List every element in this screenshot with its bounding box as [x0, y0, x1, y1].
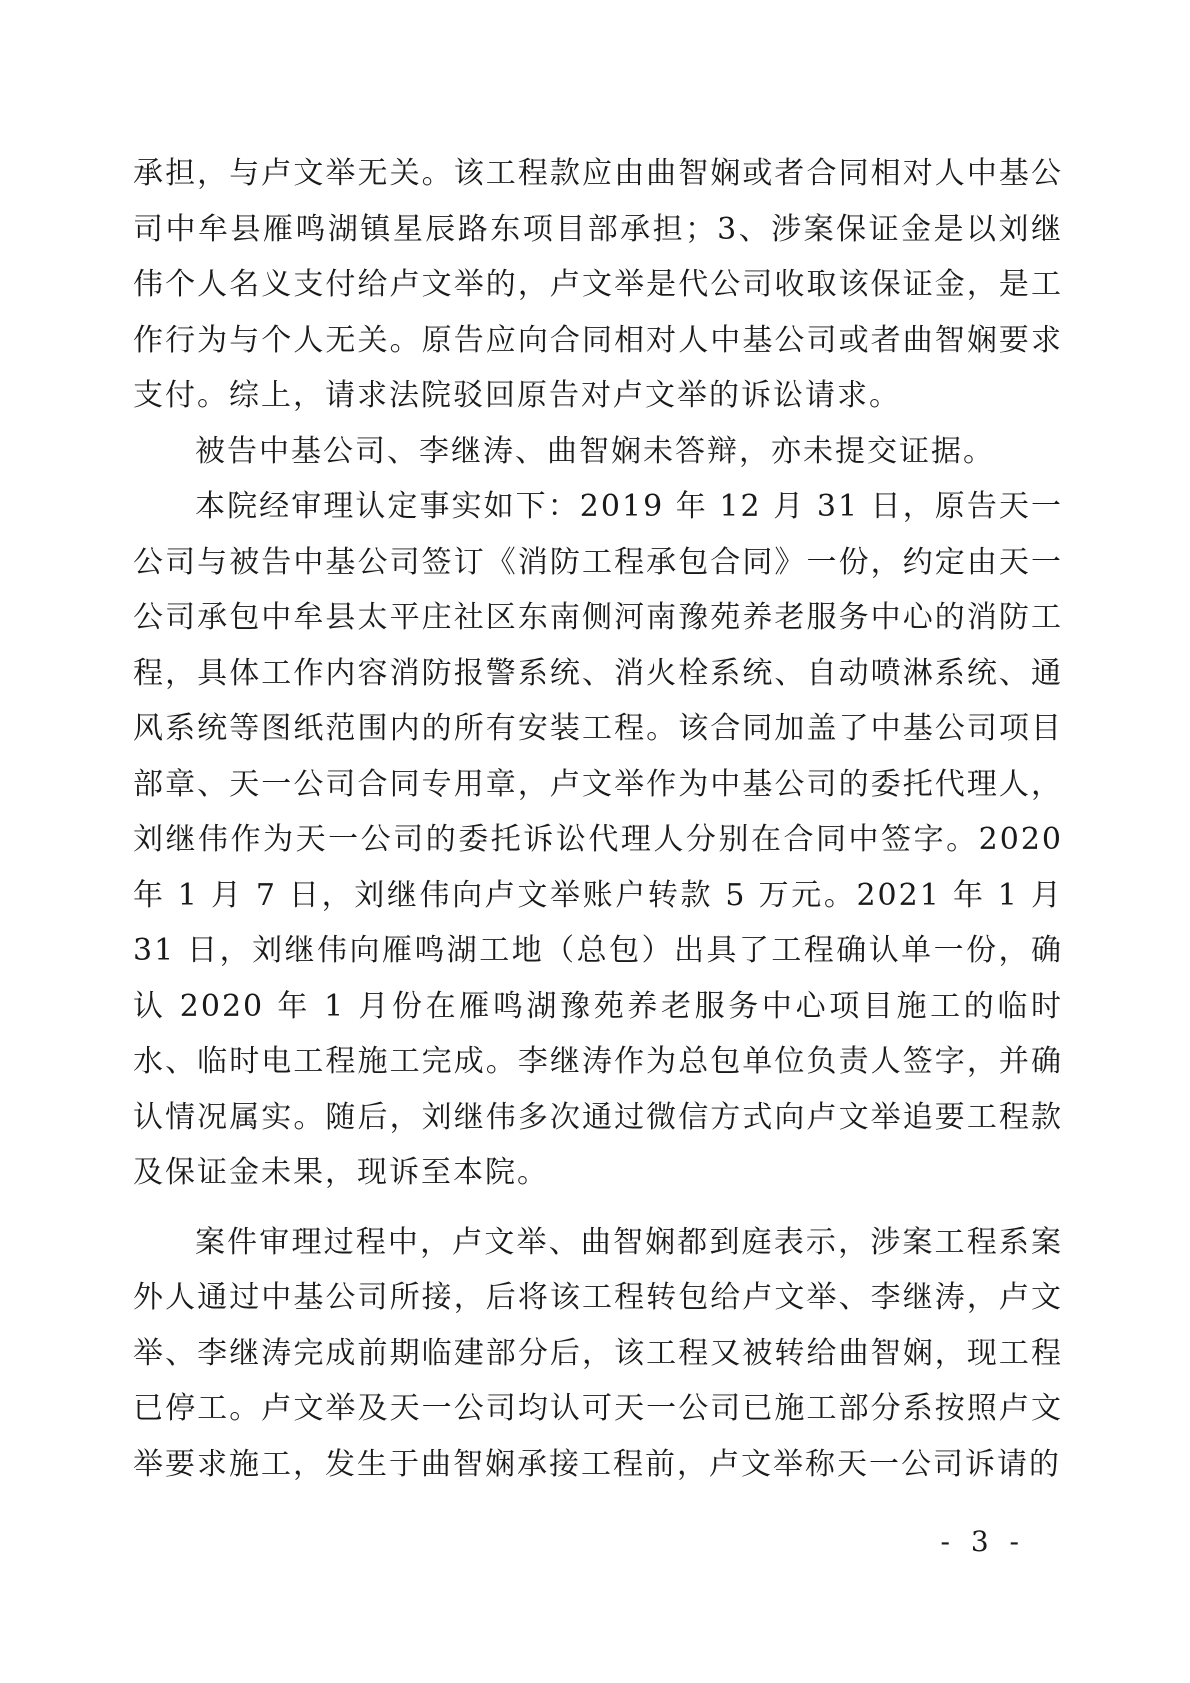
paragraph-continuation: 承担，与卢文举无关。该工程款应由曲智娴或者合同相对人中基公司中牟县雁鸣湖镇星辰路东项目部承担；3、涉案保证金是以刘继伟个人名义支付给卢文举的，卢文举是代公司收取该保证金，是工作行为与个人无关。原告应向合同相对人中基公司或者曲智娴要求支付。综上，请求法院驳回原告对卢文举的诉讼请求。 — [133, 156, 1063, 413]
paragraph-facts-found: 本院经审理认定事实如下：2019 年 12 月 31 日，原告天一公司与被告中基公司签订《消防工程承包合同》一份，约定由天一公司承包中牟县太平庄社区东南侧河南豫苑养老服务中心的消防工程，具体工作内容消防报警系统、消火栓系统、自动喷淋系统、通风系统等图纸范围内的所有安装工程。该合同加盖了中基公司项目部章、天一公司合同专用章，卢文举作为中基公司的委托代理人，刘继伟作为天一公司的委托诉讼代理人分别在合同中签字。2020 年 1 月 7 日，刘继伟向卢文举账户转款 5 万元。2021 年 1 月 31 日，刘继伟向雁鸣湖工地（总包）出具了工程确认单一份，确认 2020 年 1 月份在雁鸣湖豫苑养老服务中心项目施工的临时水、临时电工程施工完成。李继涛作为总包单位负责人签字，并确认情况属实。随后，刘继伟多次通过微信方式向卢文举追要工程款及保证金未果，现诉至本院。 — [133, 489, 1063, 1190]
page-number: - 3 - — [940, 1525, 1025, 1558]
paragraph-trial-process: 案件审理过程中，卢文举、曲智娴都到庭表示，涉案工程系案外人通过中基公司所接，后将该工程转包给卢文举、李继涛，卢文举、李继涛完成前期临建部分后，该工程又被转给曲智娴，现工程已停工。卢文举及天一公司均认可天一公司已施工部分系按照卢文举要求施工，发生于曲智娴承接工程前，卢文举称天一公司诉请的 — [133, 1224, 1063, 1482]
body-text — [133, 146, 1063, 1492]
paragraph-defendant-no-reply: 被告中基公司、李继涛、曲智娴未答辩，亦未提交证据。 — [195, 433, 995, 469]
